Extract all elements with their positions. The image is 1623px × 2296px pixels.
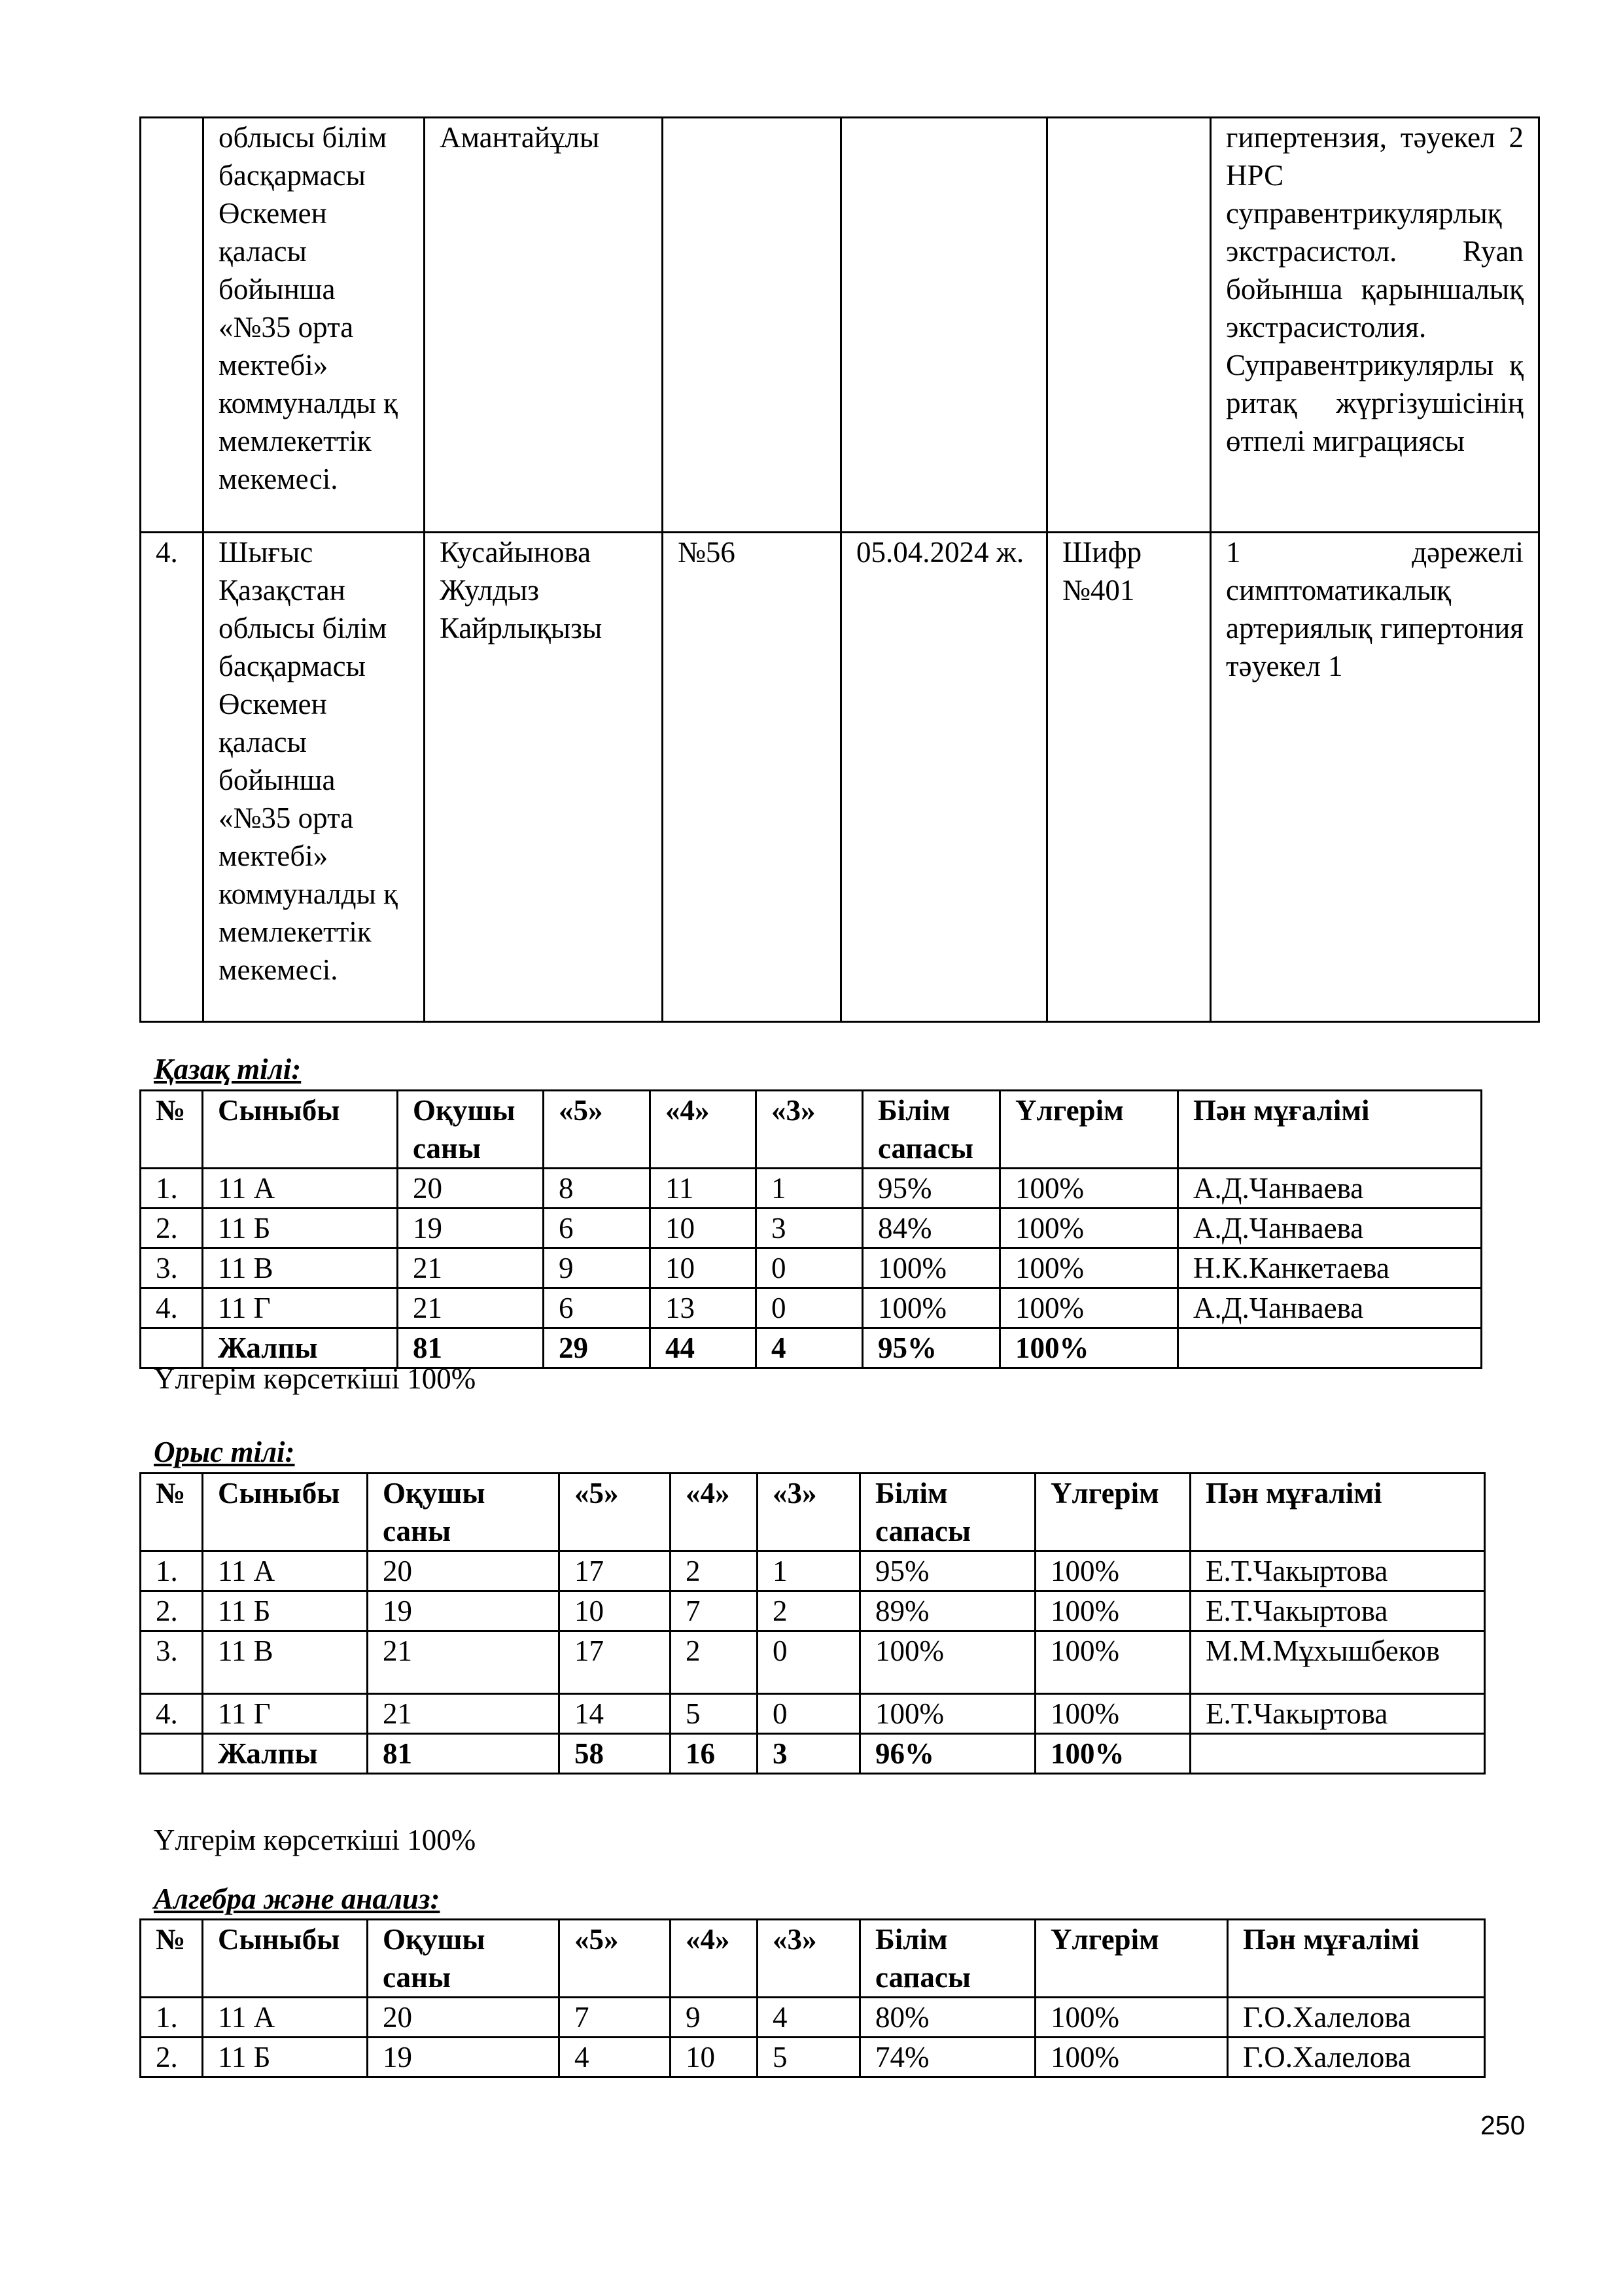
cell-quality: 89% [860, 1591, 1036, 1631]
cell-num: 2. [141, 2038, 203, 2077]
cell-grade-4: 10 [650, 1209, 756, 1248]
cell-teacher: А.Д.Чанваева [1178, 1288, 1482, 1328]
section-title-russian: Орыс тілі: [154, 1436, 295, 1468]
name-cell: Кусайынова Жулдыз Кайрлықызы [425, 533, 663, 1022]
cell-num: 2. [141, 1209, 203, 1248]
cell-num: 3. [141, 1248, 203, 1288]
cell-progress: 100% [1036, 1631, 1191, 1694]
cell-progress: 100% [1000, 1169, 1178, 1209]
total-students: 81 [368, 1734, 559, 1774]
header-class: Сыныбы [203, 1474, 368, 1551]
cell-num [141, 1734, 203, 1774]
table-row [141, 1551, 1485, 1591]
cell-quality: 80% [860, 1998, 1036, 2038]
cell-class: 11 А [203, 1998, 368, 2038]
cell-teacher: М.М.Мұхышбеков [1191, 1631, 1485, 1694]
name-cell: Амантайұлы [425, 118, 663, 533]
cell-grade-3: 0 [756, 1248, 863, 1288]
table-row [141, 1169, 1482, 1209]
table-row [141, 1998, 1485, 2038]
cell-grade-3: 5 [758, 2038, 860, 2077]
grades-table-algebra [139, 1918, 1486, 2078]
total-grade-4: 44 [650, 1328, 756, 1368]
cell-grade-4: 10 [650, 1248, 756, 1288]
cell-class: 11 Г [203, 1288, 398, 1328]
school-cell: Шығыс Қазақстан облысы білім басқармасы Өскемен қаласы бойынша «№35 орта мектебі» коммуналды қ мемлекеттік мекемесі. [203, 533, 425, 1022]
total-row [141, 1734, 1485, 1774]
cell-quality: 95% [863, 1169, 1000, 1209]
header-teacher: Пән мұғалімі [1178, 1091, 1482, 1169]
cell-grade-3: 0 [758, 1694, 860, 1734]
cell-class: 11 В [203, 1631, 368, 1694]
table-row [141, 1694, 1485, 1734]
cell-grade-4: 11 [650, 1169, 756, 1209]
cell-grade-5: 14 [559, 1694, 671, 1734]
cell-teacher: А.Д.Чанваева [1178, 1209, 1482, 1248]
table-row [141, 2038, 1485, 2077]
header-grade-3: «3» [758, 1920, 860, 1998]
header-quality: Білім сапасы [860, 1920, 1036, 1998]
table-row [141, 1631, 1485, 1694]
cell-grade-4: 2 [671, 1551, 758, 1591]
header-grade-4: «4» [671, 1474, 758, 1551]
cell-students: 19 [368, 1591, 559, 1631]
cell-teacher: Г.О.Халелова [1228, 1998, 1485, 2038]
cell-class: 11 А [203, 1169, 398, 1209]
cell-progress: 100% [1036, 2038, 1228, 2077]
total-label: Жалпы [203, 1328, 398, 1368]
table-row [141, 1248, 1482, 1288]
cell-grade-3: 4 [758, 1998, 860, 2038]
total-grade-3: 4 [756, 1328, 863, 1368]
cell-grade-5: 4 [559, 2038, 671, 2077]
cell-teacher: А.Д.Чанваева [1178, 1169, 1482, 1209]
total-students: 81 [398, 1328, 544, 1368]
cell-progress: 100% [1036, 1591, 1191, 1631]
diagnosis-cell: гипертензия, тәуекел 2 НРС суправентрикулярлық экстрасистол. Ryan бойынша қарыншалық экстрасистолия. Суправентрикулярлы қ ритақ жүргізушісінің өтпелі миграциясы [1211, 118, 1539, 533]
total-teacher [1191, 1734, 1485, 1774]
header-progress: Үлгерім [1036, 1920, 1228, 1998]
cell-grade-3: 1 [756, 1169, 863, 1209]
total-progress: 100% [1000, 1328, 1178, 1368]
table-row [141, 533, 1539, 1022]
cell-class: 11 Б [203, 1209, 398, 1248]
cell-progress: 100% [1000, 1248, 1178, 1288]
cell-progress: 100% [1036, 1551, 1191, 1591]
progress-note-kazakh: Үлгерім көрсеткіші 100% [154, 1362, 476, 1395]
diagnosis-cell: 1 дәрежелі симптоматикалық артериялық гипертония тәуекел 1 [1211, 533, 1539, 1022]
cell-teacher: Г.О.Халелова [1228, 2038, 1485, 2077]
total-grade-4: 16 [671, 1734, 758, 1774]
header-progress: Үлгерім [1000, 1091, 1178, 1169]
cell-teacher: Е.Т.Чакыртова [1191, 1694, 1485, 1734]
header-students: Оқушы саны [368, 1474, 559, 1551]
header-progress: Үлгерім [1036, 1474, 1191, 1551]
cell-class: 11 Б [203, 1591, 368, 1631]
grades-table-russian [139, 1472, 1486, 1775]
total-grade-3: 3 [758, 1734, 860, 1774]
header-grade-3: «3» [758, 1474, 860, 1551]
cell-grade-3: 0 [758, 1631, 860, 1694]
cell-grade-3: 0 [756, 1288, 863, 1328]
school-number-cell: №56 [663, 533, 841, 1022]
cell-class: 11 Б [203, 2038, 368, 2077]
page-number: 250 [1480, 2110, 1526, 2140]
cell-class: 11 Г [203, 1694, 368, 1734]
header-teacher: Пән мұғалімі [1191, 1474, 1485, 1551]
header-students: Оқушы саны [398, 1091, 544, 1169]
date-cell [841, 118, 1047, 533]
header-row [141, 1474, 1485, 1551]
header-num: № [141, 1920, 203, 1998]
section-title-kazakh: Қазақ тілі: [154, 1053, 302, 1086]
cell-progress: 100% [1000, 1288, 1178, 1328]
cell-grade-4: 7 [671, 1591, 758, 1631]
cell-num: 4. [141, 1694, 203, 1734]
date-cell: 05.04.2024 ж. [841, 533, 1047, 1022]
section-title-algebra: Алгебра және анализ: [154, 1882, 440, 1915]
cell-quality: 100% [863, 1288, 1000, 1328]
header-class: Сыныбы [203, 1920, 368, 1998]
cell-students: 20 [398, 1169, 544, 1209]
cell-grade-5: 17 [559, 1551, 671, 1591]
table-row [141, 1591, 1485, 1631]
total-quality: 95% [863, 1328, 1000, 1368]
header-grade-4: «4» [650, 1091, 756, 1169]
cell-grade-5: 10 [559, 1591, 671, 1631]
cell-grade-4: 10 [671, 2038, 758, 2077]
table-row [141, 1288, 1482, 1328]
cell-students: 21 [398, 1248, 544, 1288]
cell-grade-5: 6 [544, 1288, 650, 1328]
cell-class: 11 А [203, 1551, 368, 1591]
cell-class: 11 В [203, 1248, 398, 1288]
cell-students: 20 [368, 1551, 559, 1591]
medical-table [139, 116, 1540, 1023]
total-label: Жалпы [203, 1734, 368, 1774]
grades-table-kazakh [139, 1089, 1482, 1369]
cell-progress: 100% [1000, 1209, 1178, 1248]
cell-students: 19 [368, 2038, 559, 2077]
header-grade-5: «5» [544, 1091, 650, 1169]
total-grade-5: 29 [544, 1328, 650, 1368]
school-cell: облысы білім басқармасы Өскемен қаласы бойынша «№35 орта мектебі» коммуналды қ мемлекеттік мекемесі. [203, 118, 425, 533]
header-quality: Білім сапасы [863, 1091, 1000, 1169]
table-row [141, 1209, 1482, 1248]
code-cell: Шифр №401 [1047, 533, 1211, 1022]
cell-grade-5: 8 [544, 1169, 650, 1209]
cell-grade-4: 5 [671, 1694, 758, 1734]
progress-note-russian: Үлгерім көрсеткіші 100% [154, 1824, 476, 1856]
cell-progress: 100% [1036, 1694, 1191, 1734]
school-number-cell [663, 118, 841, 533]
cell-grade-5: 7 [559, 1998, 671, 2038]
cell-students: 20 [368, 1998, 559, 2038]
cell-quality: 100% [863, 1248, 1000, 1288]
cell-teacher: Е.Т.Чакыртова [1191, 1591, 1485, 1631]
row-number: 4. [141, 533, 203, 1022]
cell-students: 21 [398, 1288, 544, 1328]
header-teacher: Пән мұғалімі [1228, 1920, 1485, 1998]
cell-teacher: Н.К.Канкетаева [1178, 1248, 1482, 1288]
cell-grade-5: 17 [559, 1631, 671, 1694]
header-grade-4: «4» [671, 1920, 758, 1998]
cell-teacher: Е.Т.Чакыртова [1191, 1551, 1485, 1591]
cell-grade-3: 2 [758, 1591, 860, 1631]
cell-grade-4: 9 [671, 1998, 758, 2038]
cell-grade-3: 3 [756, 1209, 863, 1248]
cell-grade-5: 6 [544, 1209, 650, 1248]
header-students: Оқушы саны [368, 1920, 559, 1998]
header-row [141, 1920, 1485, 1998]
cell-num: 1. [141, 1998, 203, 2038]
total-grade-5: 58 [559, 1734, 671, 1774]
cell-num: 2. [141, 1591, 203, 1631]
cell-quality: 100% [860, 1631, 1036, 1694]
header-class: Сыныбы [203, 1091, 398, 1169]
code-cell [1047, 118, 1211, 533]
cell-grade-4: 2 [671, 1631, 758, 1694]
cell-num: 4. [141, 1288, 203, 1328]
cell-progress: 100% [1036, 1998, 1228, 2038]
header-quality: Білім сапасы [860, 1474, 1036, 1551]
header-num: № [141, 1091, 203, 1169]
cell-quality: 95% [860, 1551, 1036, 1591]
cell-grade-3: 1 [758, 1551, 860, 1591]
total-progress: 100% [1036, 1734, 1191, 1774]
header-grade-5: «5» [559, 1920, 671, 1998]
cell-students: 21 [368, 1694, 559, 1734]
table-row [141, 118, 1539, 533]
header-grade-3: «3» [756, 1091, 863, 1169]
header-grade-5: «5» [559, 1474, 671, 1551]
cell-quality: 84% [863, 1209, 1000, 1248]
cell-quality: 74% [860, 2038, 1036, 2077]
header-num: № [141, 1474, 203, 1551]
cell-students: 21 [368, 1631, 559, 1694]
total-quality: 96% [860, 1734, 1036, 1774]
cell-quality: 100% [860, 1694, 1036, 1734]
cell-grade-5: 9 [544, 1248, 650, 1288]
total-teacher [1178, 1328, 1482, 1368]
cell-students: 19 [398, 1209, 544, 1248]
cell-num: 1. [141, 1169, 203, 1209]
cell-num: 1. [141, 1551, 203, 1591]
header-row [141, 1091, 1482, 1169]
cell-num: 3. [141, 1631, 203, 1694]
row-number [141, 118, 203, 533]
cell-grade-4: 13 [650, 1288, 756, 1328]
